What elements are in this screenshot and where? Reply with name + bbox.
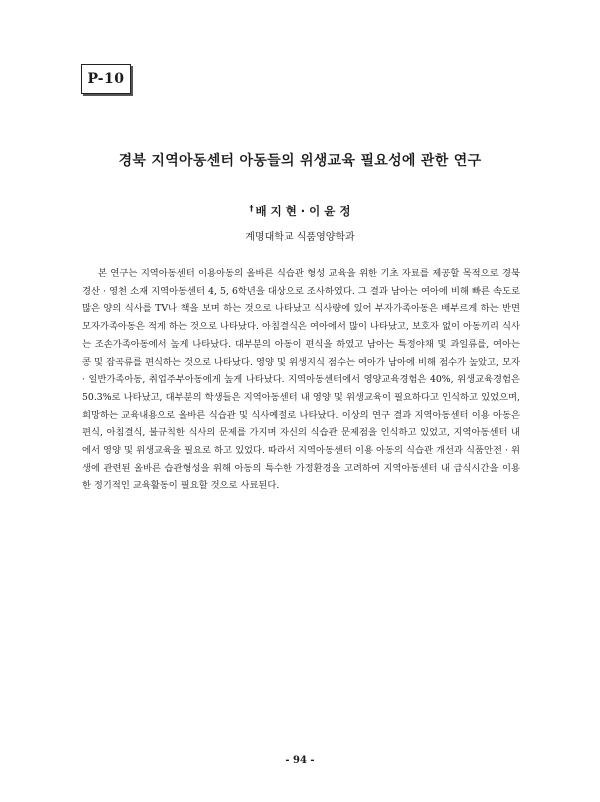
page-number: - 94 - [285, 755, 315, 766]
affiliation: 계명대학교 식품영양학과 [245, 232, 355, 243]
paper-title: 경북 지역아동센터 아동들의 위생교육 필요성에 관한 연구 [118, 153, 482, 169]
corresponding-author-mark: † [249, 204, 254, 213]
author-line [60, 203, 540, 219]
author-names: 배 지 현 · 이 윤 정 [255, 204, 351, 218]
abstract-paragraph: 본 연구는 지역아동센터 이용아동의 올바른 식습관 형성 교육을 위한 기초 자료를 제공할 목적으로 경북 경산 · 영천 소재 지역아동센터 4, 5, 6학년을 대상으로 조사하였다. 그 결과 남아는 여아에 비해 빠른 속도로 많은 양의 식사를 TV나 책을 보며 하는 것으로 나타났고 식사량에 있어 부자가족아동은 배부르게 하는 반면 모자가족아동은 적게 하는 것으로 나타났다. 아침결식은 여아에서 많이 나타났고, 보호자 없이 아동끼리 식사는 조손가족아동에서 높게 나타났다. 대부분의 아동이 편식을 하였고 남아는 특정야채 및 과일류를, 여아는 콩 및 잡곡류를 편식하는 것으로 나타났다. 영양 및 위생지식 점수는 여아가 남아에 비해 점수가 높았고, 모자 · 일반가족아동, 취업주부아동에게 높게 나타났다. 지역아동센터에서 영양교육경험은 40%, 위생교육경험은 50.3%로 나타났고, 대부분의 학생들은 지역아동센터 내 영양 및 위생교육이 필요하다고 인식하고 있었으며, 희망하는 교육내용으로 올바른 식습관 및 식사예절로 나타났다. 이상의 연구 결과 지역아동센터 이용 아동은 편식, 아침결식, 불규칙한 식사의 문제를 가지며 자신의 식습관 문제점을 인식하고 있었고, 지역아동센터 내에서 영양 및 위생교육을 필요로 하고 있었다. 따라서 지역아동센터 이용 아동의 식습관 개선과 식품안전 · 위생에 관련된 올바른 습관형성을 위해 아동의 특수한 가정환경을 고려하여 지역아동센터 내 급식시간을 이용한 정기적인 교육활동이 필요할 것으로 사료된다. [82, 268, 520, 492]
abstract [82, 265, 520, 495]
poster-number-badge: P-10 [81, 64, 131, 94]
